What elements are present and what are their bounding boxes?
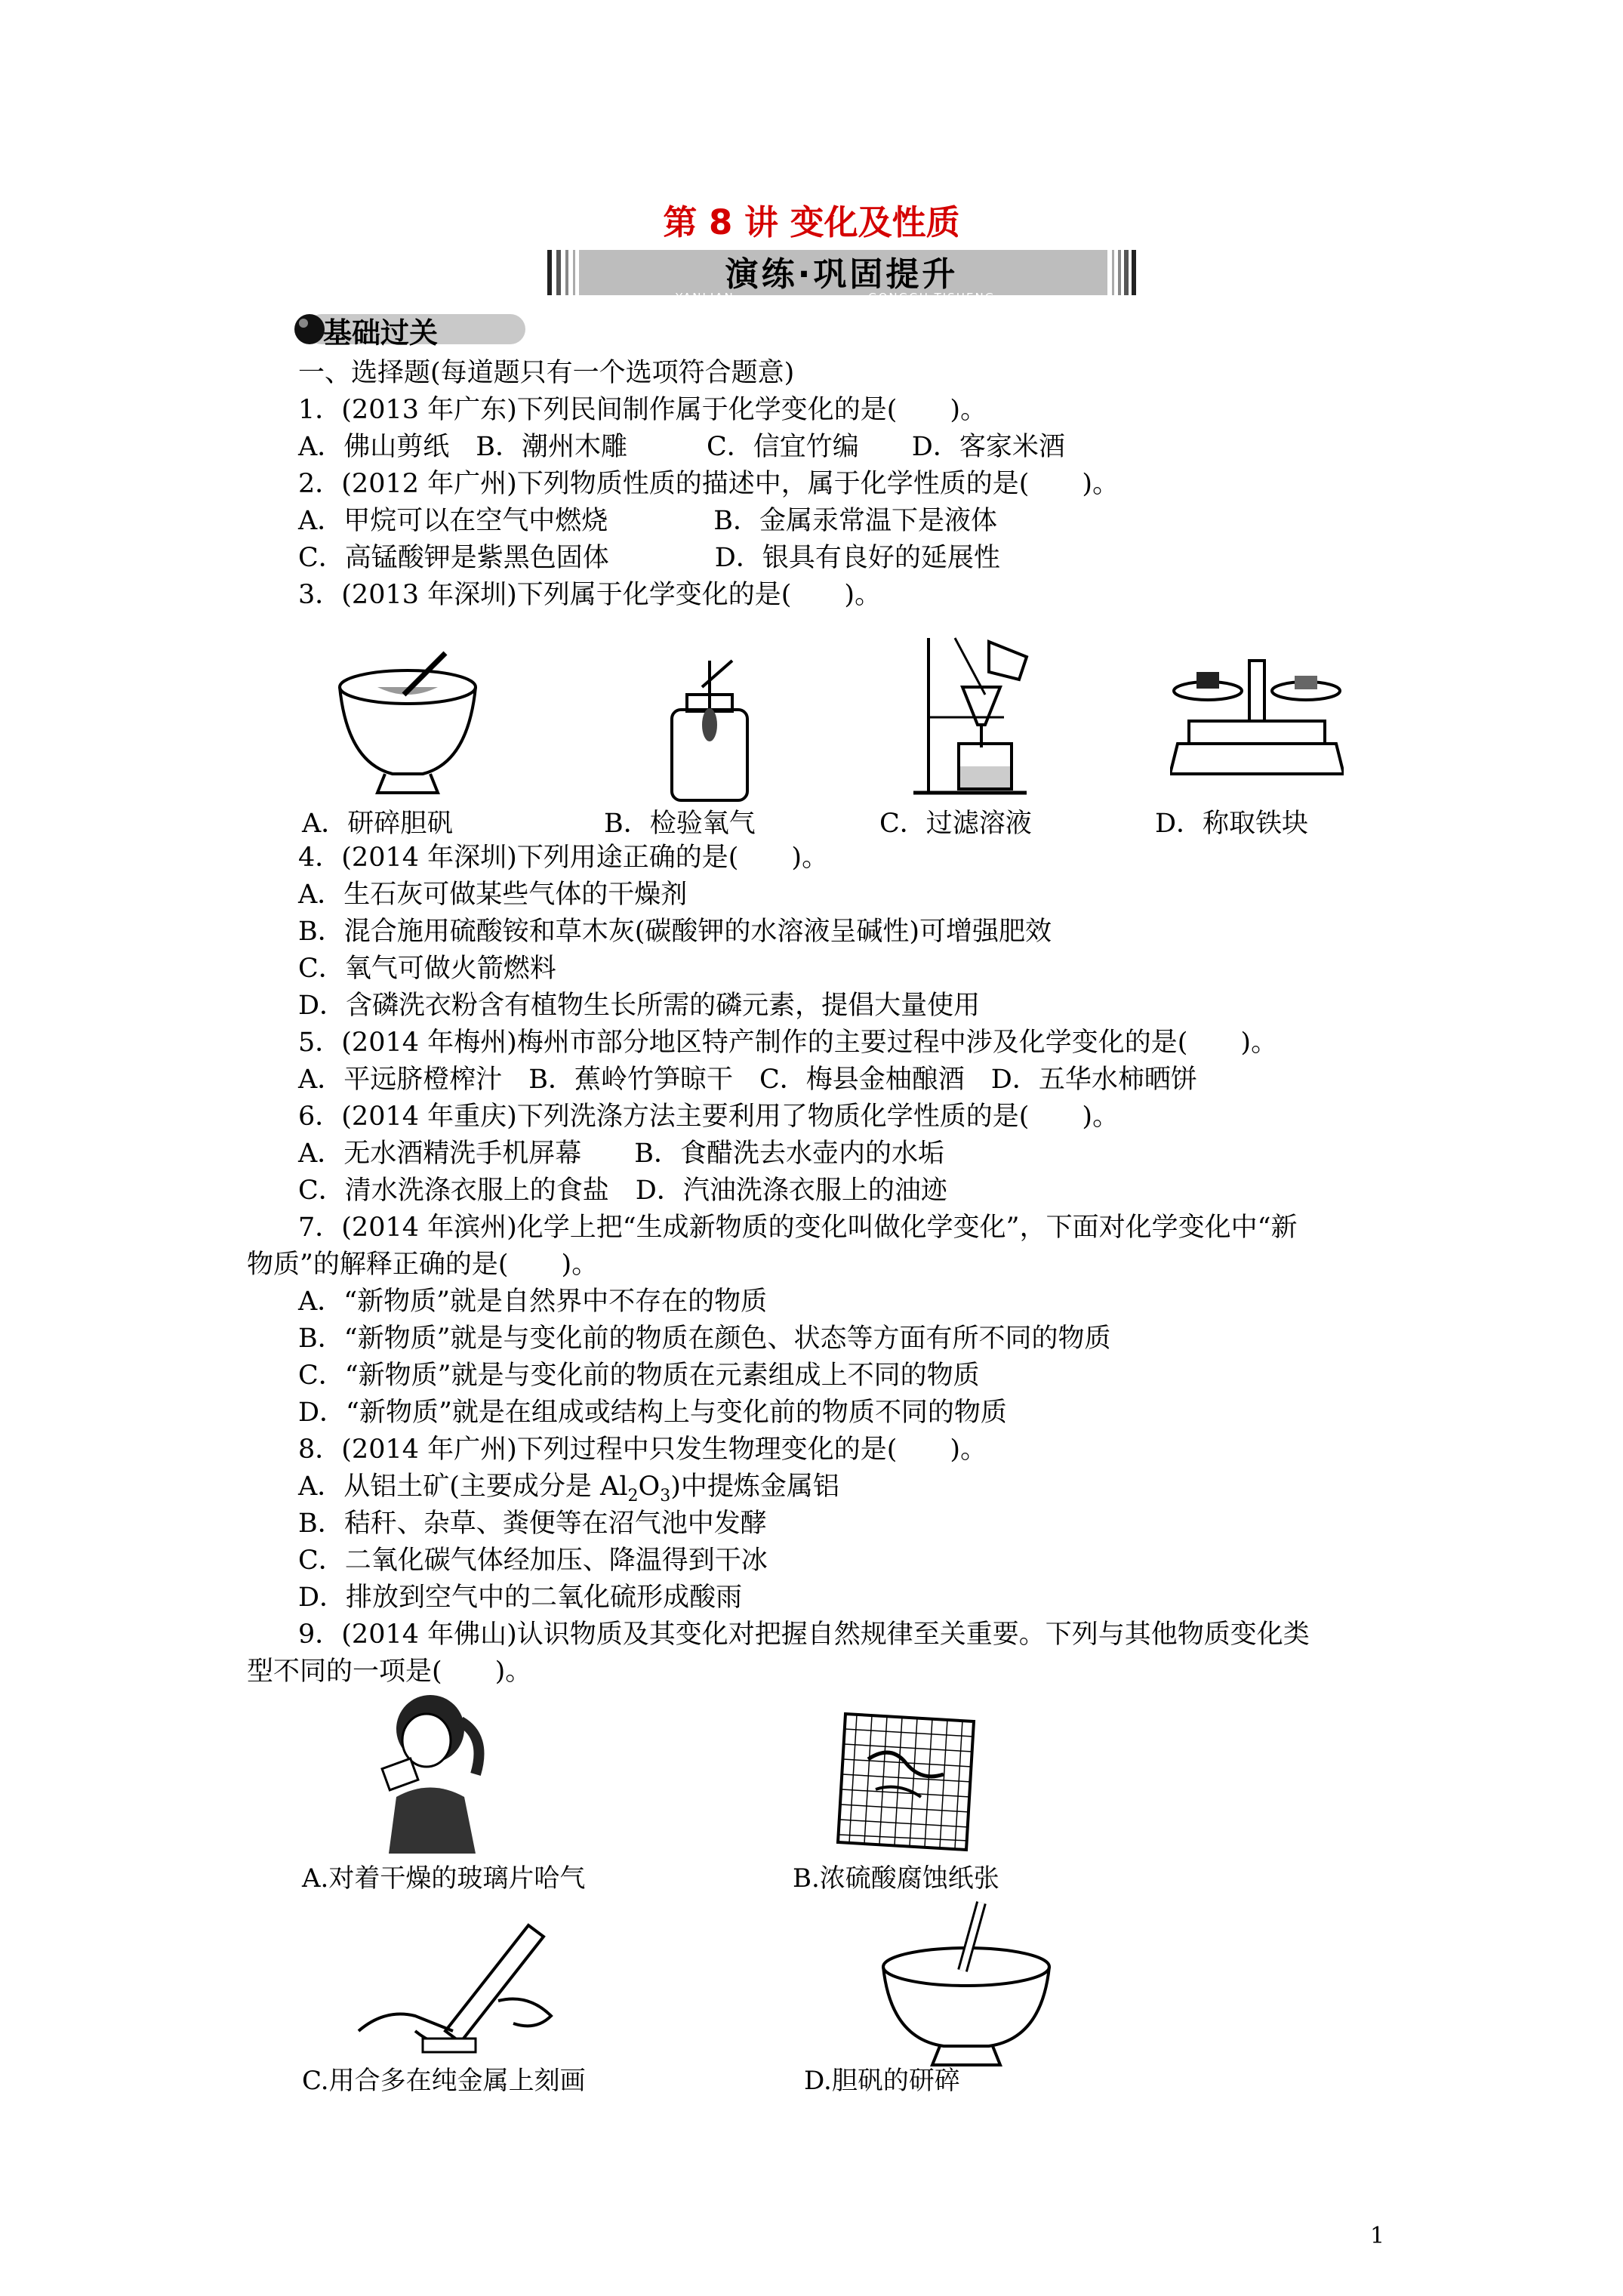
q9-caption-d: D.胆矾的研碎 bbox=[804, 2066, 960, 2096]
instruction: 一、选择题(每道题只有一个选项符合题意) bbox=[298, 358, 795, 388]
mortar-grinding-figure bbox=[868, 1895, 1064, 2069]
question-8-option-a: A．从铝土矿(主要成分是 $Al_2O_3$)中提炼金属铝 bbox=[298, 1472, 839, 1505]
page-number: 1 bbox=[1370, 2223, 1385, 2249]
question-3: 3．(2013 年深圳)下列属于化学变化的是( )。 bbox=[298, 580, 882, 610]
q3-caption-b: B．检验氧气 bbox=[604, 809, 756, 839]
q9-caption-a: A.对着干燥的玻璃片哈气 bbox=[302, 1863, 586, 1894]
question-7-option-b: B．“新物质”就是与变化前的物质在颜色、状态等方面有所不同的物质 bbox=[298, 1324, 1111, 1354]
question-6: 6．(2014 年重庆)下列洗涤方法主要利用了物质化学性质的是( )。 bbox=[298, 1102, 1119, 1132]
question-8-option-d: D．排放到空气中的二氧化硫形成酸雨 bbox=[298, 1583, 743, 1613]
q3-caption-c: C．过滤溶液 bbox=[879, 809, 1032, 839]
mortar-figure bbox=[332, 649, 483, 800]
question-4-option-a: A．生石灰可做某些气体的干燥剂 bbox=[298, 880, 688, 910]
question-7-line-2: 物质”的解释正确的是( )。 bbox=[247, 1250, 599, 1280]
question-6-options-cd: C．清水洗涤衣服上的食盐 D．汽油洗涤衣服上的油迹 bbox=[298, 1176, 947, 1206]
balance-figure bbox=[1170, 653, 1344, 781]
banner-pinyin-left: YANLIAN bbox=[676, 291, 735, 304]
question-1: 1．(2013 年广东)下列民间制作属于化学变化的是( )。 bbox=[298, 395, 987, 425]
oxygen-test-figure bbox=[664, 657, 762, 808]
question-5: 5．(2014 年梅州)梅州市部分地区特产制作的主要过程中涉及化学变化的是( )。 bbox=[298, 1028, 1278, 1058]
question-4-option-d: D．含磷洗衣粉含有植物生长所需的磷元素，提倡大量使用 bbox=[298, 991, 981, 1021]
question-8: 8．(2014 年广州)下列过程中只发生物理变化的是( )。 bbox=[298, 1435, 987, 1465]
banner-pinyin-right: GONGGU TISHENG bbox=[868, 291, 996, 304]
question-5-options: A．平远脐橙榨汁 B．蕉岭竹笋晾干 C．梅县金柚酿酒 D．五华水柿晒饼 bbox=[298, 1065, 1197, 1095]
question-6-options-ab: A．无水酒精洗手机屏幕 B．食醋洗去水壶内的水垢 bbox=[298, 1139, 944, 1169]
paper-corrosion-figure bbox=[830, 1706, 981, 1857]
question-7-line-1: 7．(2014 年滨州)化学上把“生成新物质的变化叫做化学变化”，下面对化学变化中“新 bbox=[298, 1213, 1298, 1243]
question-9-line-2: 型不同的一项是( )。 bbox=[247, 1657, 532, 1687]
filtration-figure bbox=[913, 634, 1042, 800]
question-2-options-cd: C．高锰酸钾是紫黑色固体 D．银具有良好的延展性 bbox=[298, 543, 1000, 573]
question-1-options: A．佛山剪纸 B．潮州木雕 C．信宜竹编 D．客家米酒 bbox=[298, 432, 1065, 462]
section-label: 基础过关 bbox=[323, 316, 439, 350]
q3-caption-d: D．称取铁块 bbox=[1155, 809, 1309, 839]
question-8-option-c: C．二氧化碳气体经加压、降温得到干冰 bbox=[298, 1546, 768, 1576]
question-9-line-1: 9．(2014 年佛山)认识物质及其变化对把握自然规律至关重要。下列与其他物质变化类 bbox=[298, 1620, 1310, 1650]
girl-breathing-figure bbox=[355, 1691, 491, 1854]
question-4-option-c: C．氧气可做火箭燃料 bbox=[298, 954, 556, 984]
question-2: 2．(2012 年广州)下列物质性质的描述中，属于化学性质的是( )。 bbox=[298, 469, 1119, 499]
question-2-options-ab: A．甲烷可以在空气中燃烧 B．金属汞常温下是液体 bbox=[298, 506, 997, 536]
question-7-option-a: A．“新物质”就是自然界中不存在的物质 bbox=[298, 1287, 768, 1317]
q3-caption-a: A．研碎胆矾 bbox=[302, 809, 454, 839]
q9-caption-b: B.浓硫酸腐蚀纸张 bbox=[793, 1863, 999, 1894]
question-8-option-b: B．秸秆、杂草、粪便等在沼气池中发酵 bbox=[298, 1509, 767, 1539]
q9-caption-c: C.用合多在纯金属上刻画 bbox=[302, 2066, 586, 2096]
page-title: 第 8 讲 变化及性质 bbox=[663, 202, 960, 242]
question-7-option-c: C．“新物质”就是与变化前的物质在元素组成上不同的物质 bbox=[298, 1361, 980, 1391]
question-4: 4．(2014 年深圳)下列用途正确的是( )。 bbox=[298, 843, 829, 873]
question-7-option-d: D．“新物质”就是在组成或结构上与变化前的物质不同的物质 bbox=[298, 1398, 1007, 1428]
scratch-metal-figure bbox=[355, 1918, 566, 2069]
banner-main: 演练·巩固提升 bbox=[725, 255, 959, 294]
question-4-option-b: B．混合施用硫酸铵和草木灰(碳酸钾的水溶液呈碱性)可增强肥效 bbox=[298, 917, 1052, 947]
